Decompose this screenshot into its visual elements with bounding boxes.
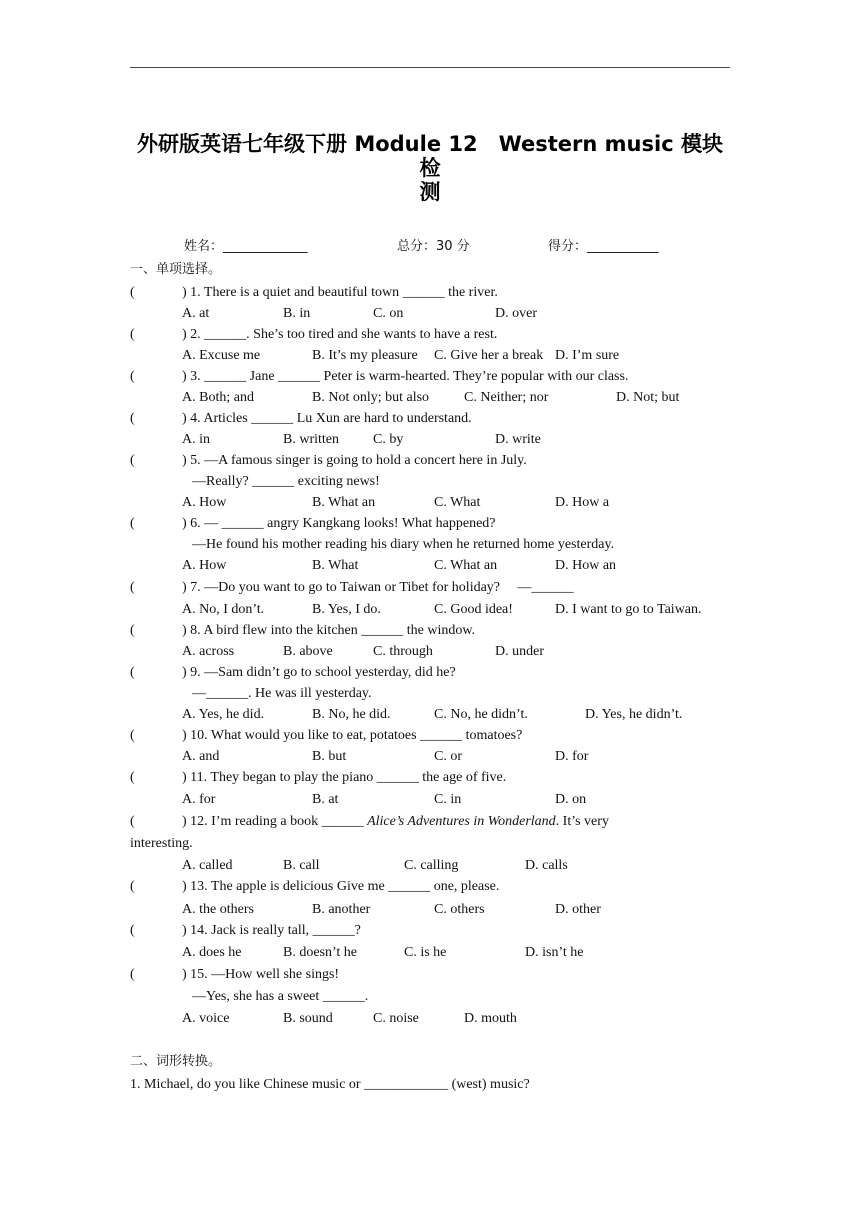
q3-option-d: D. Not; but xyxy=(616,390,680,405)
q1-option-d: D. over xyxy=(495,306,537,321)
question-5-reply: —Really? ______ exciting news! xyxy=(192,474,380,489)
question-9: ) 9. —Sam didn’t go to school yesterday, did he? xyxy=(182,665,456,680)
answer-paren: ( xyxy=(130,923,135,938)
answer-paren: ( xyxy=(130,369,135,384)
q15-option-d: D. mouth xyxy=(464,1011,517,1026)
page-title-continued: 测 xyxy=(419,180,441,204)
q8-option-b: B. above xyxy=(283,644,333,659)
question-12-wrap: interesting. xyxy=(130,836,193,851)
q4-option-b: B. written xyxy=(283,432,339,447)
word-form-item-1: 1. Michael, do you like Chinese music or ____________ (west) music? xyxy=(130,1077,530,1092)
question-14: ) 14. Jack is really tall, ______? xyxy=(182,923,361,938)
answer-paren: ( xyxy=(130,967,135,982)
answer-paren: ( xyxy=(130,623,135,638)
question-7: ) 7. —Do you want to go to Taiwan or Tibet for holiday? —______ xyxy=(182,580,574,595)
question-15: ) 15. —How well she sings! xyxy=(182,967,340,982)
question-12-text-end: . It’s very xyxy=(555,814,609,829)
question-1: ) 1. There is a quiet and beautiful town ______ the river. xyxy=(182,285,498,300)
book-title: Alice’s Adventures in Wonderland xyxy=(367,814,556,829)
q2-option-b: B. It’s my pleasure xyxy=(312,348,418,363)
q14-option-d: D. isn’t he xyxy=(525,945,584,960)
header-rule xyxy=(130,67,730,68)
q12-option-c: C. calling xyxy=(404,858,459,873)
question-4: ) 4. Articles ______ Lu Xun are hard to understand. xyxy=(182,411,472,426)
q2-option-a: A. Excuse me xyxy=(182,348,261,363)
q14-option-c: C. is he xyxy=(404,945,447,960)
q13-option-d: D. other xyxy=(555,902,601,917)
q14-option-a: A. does he xyxy=(182,945,242,960)
q4-option-a: A. in xyxy=(182,432,210,447)
q12-option-a: A. called xyxy=(182,858,233,873)
q1-option-b: B. in xyxy=(283,306,311,321)
q12-option-d: D. calls xyxy=(525,858,568,873)
q13-option-c: C. others xyxy=(434,902,485,917)
q15-option-a: A. voice xyxy=(182,1011,230,1026)
q15-option-c: C. noise xyxy=(373,1011,419,1026)
q9-option-c: C. No, he didn’t. xyxy=(434,707,528,722)
q9-option-d: D. Yes, he didn’t. xyxy=(585,707,683,722)
q11-option-b: B. at xyxy=(312,792,339,807)
q9-option-a: A. Yes, he did. xyxy=(182,707,265,722)
answer-paren: ( xyxy=(130,814,135,829)
answer-paren: ( xyxy=(130,453,135,468)
section-2-heading: 二、词形转换。 xyxy=(130,1054,222,1069)
question-2: ) 2. ______. She’s too tired and she wants to have a rest. xyxy=(182,327,498,342)
question-15-reply: —Yes, she has a sweet ______. xyxy=(192,989,369,1004)
q7-option-c: C. Good idea! xyxy=(434,602,513,617)
answer-paren: ( xyxy=(130,285,135,300)
q8-option-c: C. through xyxy=(373,644,433,659)
answer-paren: ( xyxy=(130,728,135,743)
answer-paren: ( xyxy=(130,580,135,595)
answer-paren: ( xyxy=(130,770,135,785)
q1-option-c: C. on xyxy=(373,306,404,321)
question-12-text: ) 12. I’m reading a book ______ xyxy=(182,814,368,829)
question-11: ) 11. They began to play the piano ______ the age of five. xyxy=(182,770,507,785)
q4-option-d: D. write xyxy=(495,432,541,447)
q5-option-b: B. What an xyxy=(312,495,376,510)
q15-option-b: B. sound xyxy=(283,1011,333,1026)
q5-option-d: D. How a xyxy=(555,495,610,510)
q10-option-c: C. or xyxy=(434,749,462,764)
q7-option-b: B. Yes, I do. xyxy=(312,602,381,617)
question-13: ) 13. The apple is delicious Give me ______ one, please. xyxy=(182,879,500,894)
q10-option-d: D. for xyxy=(555,749,589,764)
q13-option-a: A. the others xyxy=(182,902,254,917)
q10-option-a: A. and xyxy=(182,749,220,764)
score-field: 得分：___________ xyxy=(548,239,659,254)
q13-option-b: B. another xyxy=(312,902,371,917)
q9-option-b: B. No, he did. xyxy=(312,707,391,722)
q11-option-c: C. in xyxy=(434,792,462,807)
answer-paren: ( xyxy=(130,879,135,894)
answer-paren: ( xyxy=(130,327,135,342)
question-12 xyxy=(182,813,609,831)
q4-option-c: C. by xyxy=(373,432,404,447)
q12-option-b: B. call xyxy=(283,858,320,873)
answer-paren: ( xyxy=(130,665,135,680)
q1-option-a: A. at xyxy=(182,306,210,321)
q6-option-b: B. What xyxy=(312,558,359,573)
question-8: ) 8. A bird flew into the kitchen ______ the window. xyxy=(182,623,476,638)
q3-option-a: A. Both; and xyxy=(182,390,254,405)
question-5: ) 5. —A famous singer is going to hold a concert here in July. xyxy=(182,453,527,468)
q6-option-d: D. How an xyxy=(555,558,617,573)
q8-option-a: A. across xyxy=(182,644,235,659)
q7-option-a: A. No, I don’t. xyxy=(182,602,265,617)
name-field: 姓名：_____________ xyxy=(184,239,308,254)
q8-option-d: D. under xyxy=(495,644,544,659)
question-6: ) 6. — ______ angry Kangkang looks! What happened? xyxy=(182,516,496,531)
q3-option-c: C. Neither; nor xyxy=(464,390,549,405)
q3-option-b: B. Not only; but also xyxy=(312,390,430,405)
q2-option-d: D. I’m sure xyxy=(555,348,620,363)
total-score: 总分：30 分 xyxy=(397,239,470,254)
q10-option-b: B. but xyxy=(312,749,347,764)
q5-option-c: C. What xyxy=(434,495,481,510)
answer-paren: ( xyxy=(130,411,135,426)
q6-option-c: C. What an xyxy=(434,558,498,573)
q7-option-d: D. I want to go to Taiwan. xyxy=(555,602,702,617)
q2-option-c: C. Give her a break xyxy=(434,348,544,363)
q6-option-a: A. How xyxy=(182,558,227,573)
question-9-reply: —______. He was ill yesterday. xyxy=(192,686,372,701)
q11-option-a: A. for xyxy=(182,792,216,807)
q14-option-b: B. doesn’t he xyxy=(283,945,358,960)
section-1-heading: 一、单项选择。 xyxy=(130,262,222,277)
question-3: ) 3. ______ Jane ______ Peter is warm-hearted. They’re popular with our class. xyxy=(182,369,629,384)
answer-paren: ( xyxy=(130,516,135,531)
question-10: ) 10. What would you like to eat, potatoes ______ tomatoes? xyxy=(182,728,523,743)
q11-option-d: D. on xyxy=(555,792,587,807)
question-6-reply: —He found his mother reading his diary when he returned home yesterday. xyxy=(192,537,615,552)
page-title: 外研版英语七年级下册 Module 12 Western music 模块检 xyxy=(137,132,723,180)
q5-option-a: A. How xyxy=(182,495,227,510)
